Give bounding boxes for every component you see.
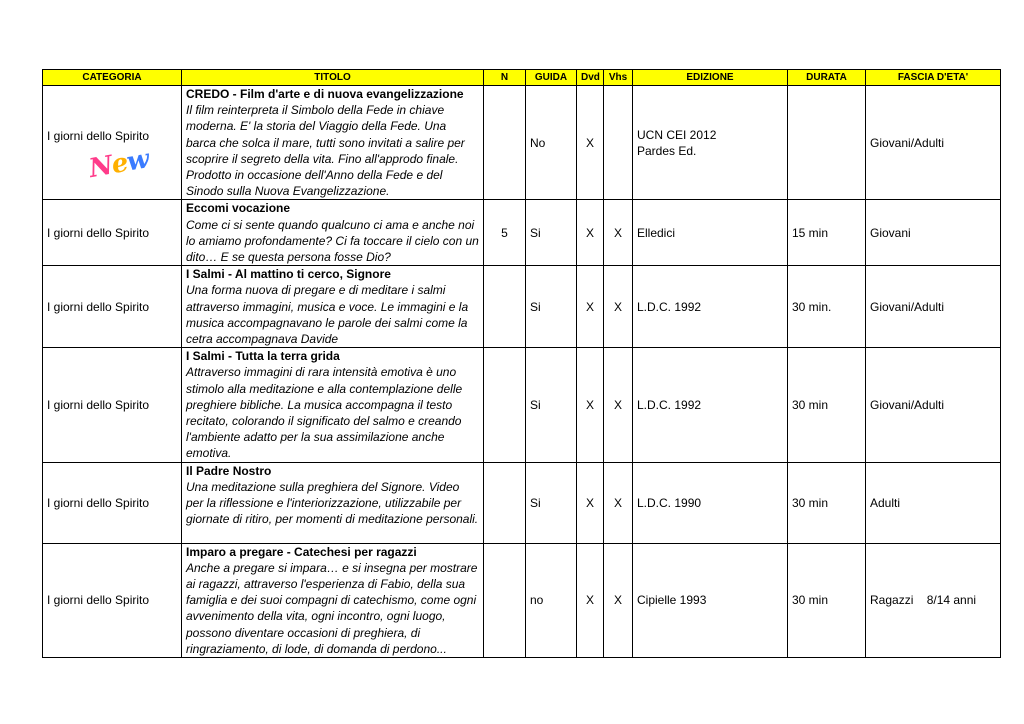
titolo-cell (182, 200, 484, 266)
item-title: CREDO - Film d'arte e di nuova evangelizzazione (186, 87, 464, 101)
titolo-cell (182, 266, 484, 348)
durata-cell: 30 min (788, 543, 866, 657)
header-categoria: CATEGORIA (43, 70, 182, 86)
n-cell (484, 543, 526, 657)
vhs-cell: X (604, 348, 633, 462)
titolo-cell (182, 348, 484, 462)
header-edizione: EDIZIONE (633, 70, 788, 86)
categoria-cell: I giorni dello Spirito (43, 348, 182, 462)
durata-cell: 30 min (788, 348, 866, 462)
table-row (43, 462, 1001, 543)
header-n: N (484, 70, 526, 86)
edizione-cell: Elledici (633, 200, 788, 266)
item-description: Una forma nuova di pregare e di meditare i salmi attraverso immagini, musica e voce. Le immagini e la musica accompagnavano le parole dei salmi come la cetra accompagnava Davide (186, 283, 469, 347)
item-description: Il film reinterpreta il Simbolo della Fede in chiave moderna. E' la storia del Viaggio della Fede. Una barca che solca il mare, tutti sono invitati a salire per scoprire il segreto della vita. Fino all'approdo finale. Prodotto in occasione dell'Anno della Fede e del Sinodo sulla Nuova Evangelizzazione. (186, 103, 465, 199)
table-row (43, 266, 1001, 348)
vhs-cell: X (604, 200, 633, 266)
vhs-cell (604, 86, 633, 200)
titolo-cell (182, 462, 484, 543)
dvd-cell: X (577, 86, 604, 200)
item-title: Eccomi vocazione (186, 201, 291, 216)
header-row (43, 70, 1001, 86)
header-vhs: Vhs (604, 70, 633, 86)
table-row (43, 200, 1001, 266)
fascia-cell: Adulti (866, 462, 1001, 543)
edizione-line: Pardes Ed. (637, 143, 697, 158)
item-title: I Salmi - Al mattino ti cerco, Signore (186, 267, 391, 282)
vhs-cell: X (604, 543, 633, 657)
table-row (43, 348, 1001, 462)
edizione-cell (633, 86, 788, 200)
n-cell (484, 348, 526, 462)
dvd-cell: X (577, 266, 604, 348)
n-cell (484, 462, 526, 543)
item-description: Come ci si sente quando qualcuno ci ama e anche noi lo amiamo profondamente? Ci fa toccare il cielo con un dito… E se questa persona fosse Dio? (186, 217, 479, 265)
guida-cell: No (526, 86, 577, 200)
durata-cell: 15 min (788, 200, 866, 266)
item-title: Imparo a pregare - Catechesi per ragazzi (186, 544, 417, 559)
edizione-cell: L.D.C. 1992 (633, 348, 788, 462)
fascia-cell: Giovani/Adulti (866, 348, 1001, 462)
fascia-cell: Giovani/Adulti (866, 266, 1001, 348)
fascia-cell: Giovani/Adulti (866, 86, 1001, 200)
edizione-cell: L.D.C. 1992 (633, 266, 788, 348)
categoria-cell: I giorni dello Spirito (43, 200, 182, 266)
titolo-cell (182, 86, 484, 200)
header-durata: DURATA (788, 70, 866, 86)
durata-cell: 30 min (788, 462, 866, 543)
edizione-cell: Cipielle 1993 (633, 543, 788, 657)
header-fascia: FASCIA D'ETA' (866, 70, 1001, 86)
n-cell: 5 (484, 200, 526, 266)
video-catalog-table (42, 69, 1001, 658)
categoria-text: I giorni dello Spirito (47, 128, 150, 143)
guida-cell: no (526, 543, 577, 657)
new-badge-icon: New (86, 144, 151, 184)
n-cell (484, 266, 526, 348)
guida-cell: Si (526, 348, 577, 462)
dvd-cell: X (577, 462, 604, 543)
item-description: Attraverso immagini di rara intensità emotiva è uno stimolo alla meditazione e alla contemplazione delle preghiere bibliche. La musica accompagna il testo recitato, colorando il significato del salmo e creando l'ambiente adatto per la sua assimilazione anche emotiva. (186, 365, 463, 461)
guida-cell: Si (526, 462, 577, 543)
item-description: Anche a pregare si impara… e si insegna per mostrare ai ragazzi, attraverso l'esperienza di Fabio, della sua famiglia e dei suoi compagni di catechismo, come ogni avvenimento della vita, ogni incontro, ogni luogo, possono diventare occasioni di preghiera, di ringraziamento, di lode, di domanda di perdono... (186, 560, 478, 656)
categoria-cell: I giorni dello Spirito (43, 266, 182, 348)
edizione-cell: L.D.C. 1990 (633, 462, 788, 543)
header-guida: GUIDA (526, 70, 577, 86)
edizione-line: UCN CEI 2012 (637, 127, 717, 142)
categoria-cell (43, 86, 182, 200)
dvd-cell: X (577, 348, 604, 462)
header-dvd: Dvd (577, 70, 604, 86)
item-description: Una meditazione sulla preghiera del Signore. Video per la riflessione e l'interiorizzazione, utilizzabile per giornate di ritiro, per momenti di meditazione personali. (186, 479, 479, 527)
vhs-cell: X (604, 266, 633, 348)
dvd-cell: X (577, 543, 604, 657)
guida-cell: Si (526, 266, 577, 348)
titolo-cell (182, 543, 484, 657)
n-cell (484, 86, 526, 200)
categoria-cell: I giorni dello Spirito (43, 462, 182, 543)
vhs-cell: X (604, 462, 633, 543)
item-title: I Salmi - Tutta la terra grida (186, 349, 340, 364)
table-row (43, 543, 1001, 657)
categoria-cell: I giorni dello Spirito (43, 543, 182, 657)
header-titolo: TITOLO (182, 70, 484, 86)
durata-cell (788, 86, 866, 200)
item-title: Il Padre Nostro (186, 463, 272, 478)
fascia-cell: Giovani (866, 200, 1001, 266)
fascia-cell: Ragazzi 8/14 anni (866, 543, 1001, 657)
durata-cell: 30 min. (788, 266, 866, 348)
dvd-cell: X (577, 200, 604, 266)
guida-cell: Si (526, 200, 577, 266)
table-row (43, 86, 1001, 200)
